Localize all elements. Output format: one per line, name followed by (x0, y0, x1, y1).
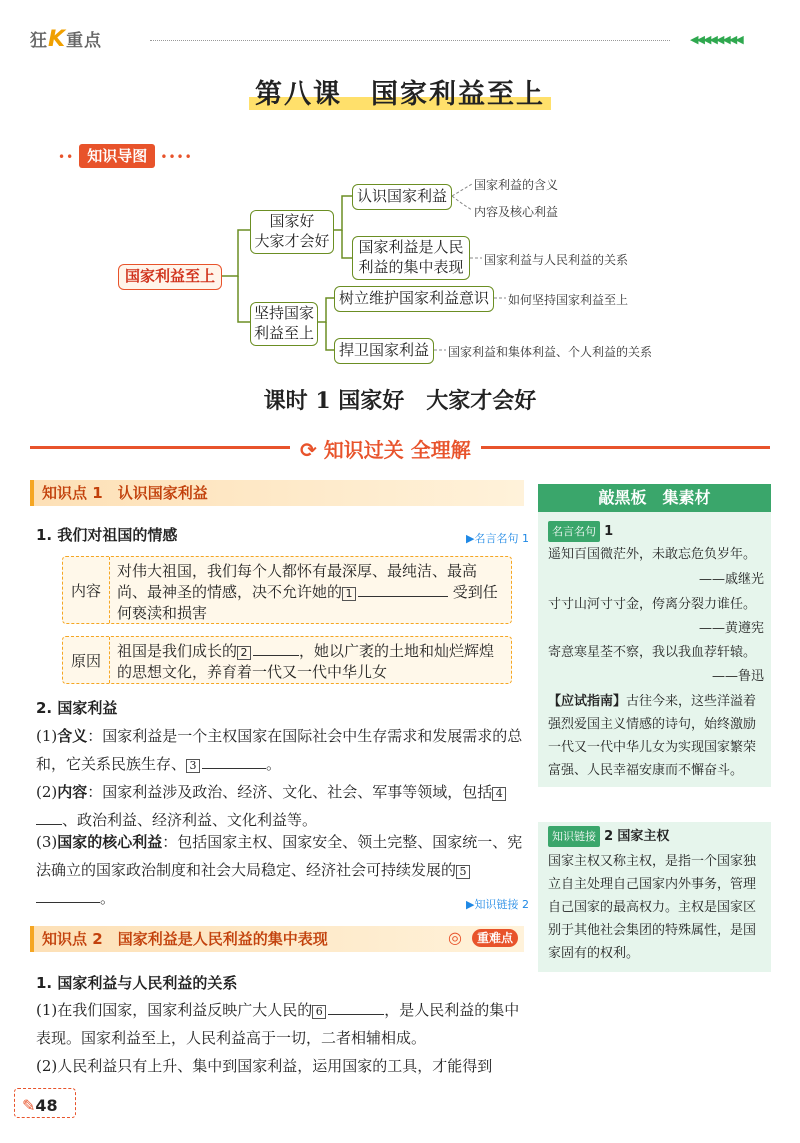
mind-map-node-defend: 捍卫国家利益 (334, 338, 434, 364)
sidebar-header: 敲黑板 集素材 (538, 484, 771, 512)
mind-map-node-awareness: 树立维护国家利益意识 (334, 286, 494, 312)
paragraph-core-interest: (3)国家的核心利益：包括国家主权、国家安全、领土完整、国家统一、宪法确立的国家政治制度和社会大局稳定、经济社会可持续发展的 5。 (36, 833, 523, 907)
mind-map-node-country-good: 国家好 大家才会好 (250, 210, 334, 254)
mind-map-leaf: 国家利益与人民利益的关系 (484, 253, 629, 267)
poem-line: 遥知百国微茫外，未敢忘危负岁年。 (548, 547, 757, 562)
poem-author: ——戚继光 (698, 572, 764, 587)
knowledge-point-1-header: 知识点 1 认识国家利益 (30, 480, 524, 506)
mind-map-leaf: 国家利益和集体利益、个人利益的关系 (448, 345, 653, 359)
brand-logo: 狂K重点 (30, 27, 103, 52)
content-box (62, 556, 512, 624)
mind-map-node-understand: 认识国家利益 (352, 184, 452, 210)
subheading-national-interest: 2. 国家利益 (36, 699, 118, 717)
paragraph-content: (2)内容：国家利益涉及政治、经济、文化、社会、军事等领域，包括 4、政治利益、经济利益、文化利益等。 (36, 778, 526, 834)
reason-box-text: 祖国是我们成长的 2 ，她以广袤的土地和灿烂辉煌的思想文化，养育着一代又一代中华儿女 (117, 642, 495, 681)
period-title: 课时 1 国家好 大家才会好 (263, 388, 537, 414)
page-icon: ✎ (22, 1096, 36, 1115)
content-box-label: 内容 (63, 557, 110, 623)
lesson-title: 第八课 国家利益至上 (0, 72, 800, 111)
note-knowledge-link: ▶知识链接 2 (466, 898, 529, 911)
section-label: ⟳ 知识过关 全理解 (290, 434, 481, 463)
paragraph-relation-1: (1)在我们国家，国家利益反映广大人民的 6 ，是人民利益的集中表现。国家利益至上，人民利益高于一切，二者相辅相成。 (36, 1001, 520, 1047)
paragraph-relation-2: (2)人民利益只有上升、集中到国家利益，运用国家的工具，才能得到 (36, 1057, 493, 1075)
poem-line: 寸寸山河寸寸金，侉离分裂力谁任。 (548, 597, 757, 612)
poem-author: ——黄遵宪 (698, 621, 764, 636)
sovereignty-text: 国家主权又称主权，是指一个国家独立自主处理自己国家内外事务，管理自己国家的最高权力。主权是国家区别于其他社会集团的特殊属性，是国家固有的权利。 (548, 854, 757, 961)
subheading-feelings: 1. 我们对祖国的情感 (36, 526, 178, 544)
target-icon: ◎ (448, 928, 462, 947)
poem-line: 寄意寒星荃不察，我以我血荐轩辕。 (548, 645, 757, 660)
difficulty-tag: 重难点 (472, 929, 518, 947)
reason-box-label: 原因 (63, 637, 110, 683)
mind-map-leaf: 国家利益的含义 (474, 178, 559, 192)
exam-guide: 【应试指南】古往今来，这些洋溢着强烈爱国主义情感的诗句，始终激励一代又一代中华儿女为实现国家繁荣富强、人民幸福安康而不懈奋斗。 (548, 694, 757, 778)
knowledge-point-2-header: 知识点 2 国家利益是人民利益的集中表现 重难点 ◎ (30, 926, 524, 952)
page-number: ✎48 (22, 1096, 58, 1115)
mind-map-leaf: 内容及核心利益 (474, 205, 559, 219)
header-arrows: ◀◀◀◀◀◀◀◀ (690, 33, 742, 46)
mind-map-leaf: 如何坚持国家利益至上 (508, 293, 629, 307)
content-box-text: 对伟大祖国，我们每个人都怀有最深厚、最纯洁、最高尚、最神圣的情感，决不允许她的 1 受到任何亵渎和损害 (117, 562, 498, 622)
mind-map-node-concentrated: 国家利益是人民 利益的集中表现 (352, 236, 470, 280)
mind-map-badge: •• 知识导图 •••• (58, 145, 193, 166)
reason-box (62, 636, 512, 684)
mind-map-node-interest-first: 坚持国家 利益至上 (250, 302, 318, 346)
paragraph-meaning: (1)含义：国家利益是一个主权国家在国际社会中生存需求和发展需求的总和，它关系民族生存、 3 。 (36, 727, 523, 773)
sidebar-tag-quotes: 名言名句 1 (548, 521, 764, 542)
poem-author: ——鲁迅 (711, 669, 764, 684)
refresh-icon: ⟳ (300, 438, 317, 462)
sidebar-tag-link: 知识链接 2 国家主权 (548, 826, 764, 847)
subheading-relation: 1. 国家利益与人民利益的关系 (36, 974, 238, 992)
note-quote-link: ▶名言名句 1 (466, 532, 529, 545)
mind-map-root: 国家利益至上 (118, 264, 222, 290)
